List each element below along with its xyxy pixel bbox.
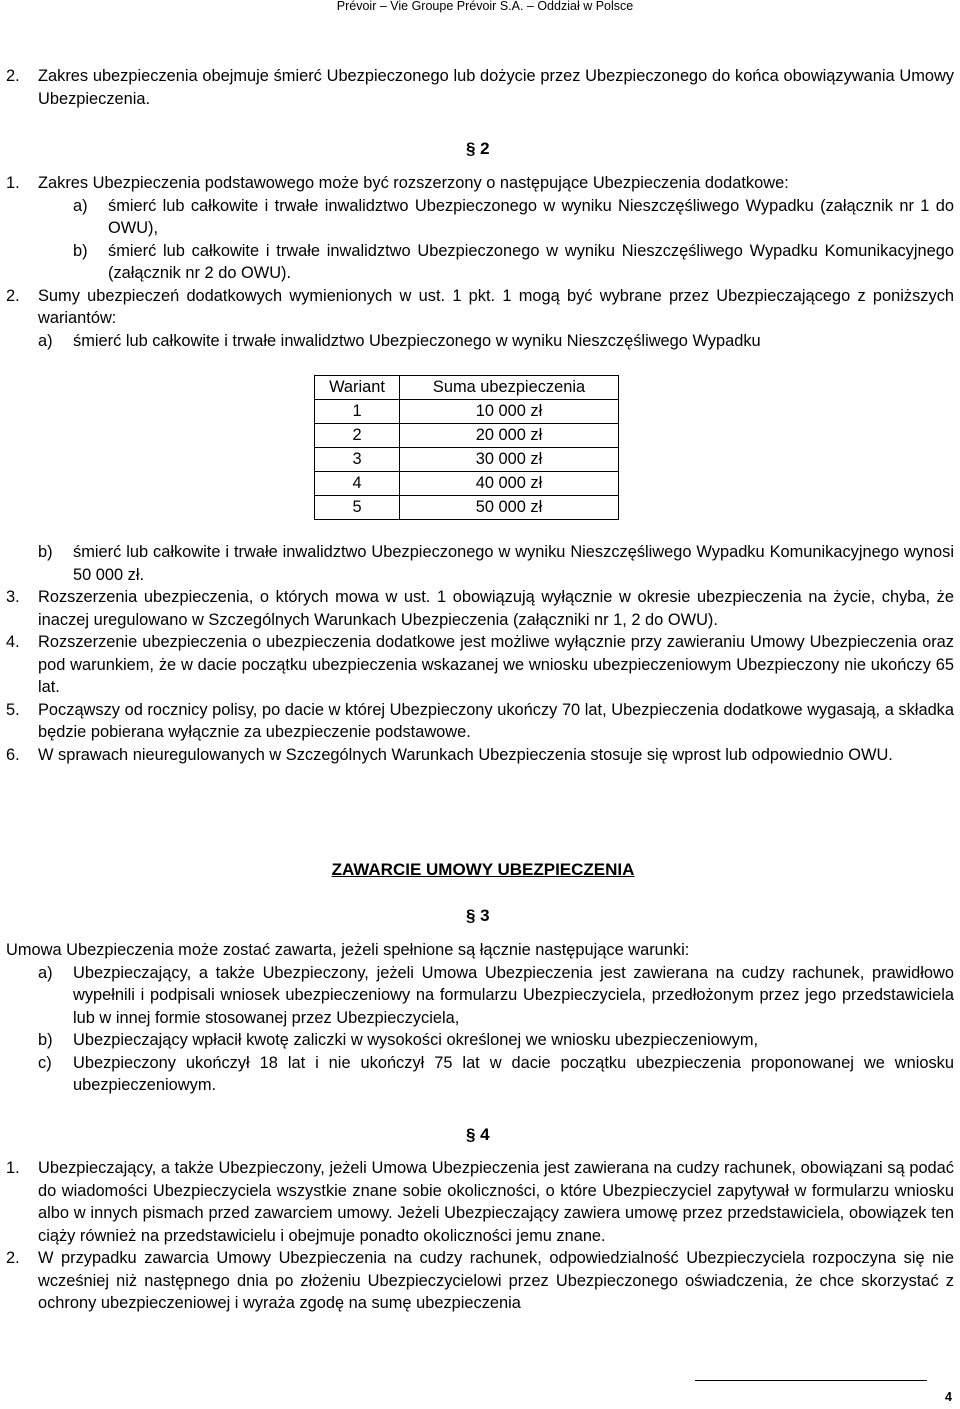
section-2-body-continued <box>0 541 960 766</box>
sub-label: b) <box>73 241 88 260</box>
item-number: 2. <box>6 67 20 85</box>
item-text: Począwszy od rocznicy polisy, po dacie w której Ubezpieczony ukończy 70 lat, Ubezpieczenia dodatkowe wygasają, a składka będzie pobierana wyłącznie za ubezpieczenie podstawowe. <box>38 700 954 741</box>
item-number: 1. <box>6 1159 20 1177</box>
page-header: Prévoir – Vie Groupe Prévoir S.A. – Oddział w Polsce <box>336 0 634 13</box>
table-cell: 50 000 zł <box>400 496 619 520</box>
page-number: 4 <box>945 1390 952 1404</box>
sub-label: b) <box>38 1031 53 1049</box>
item-number: 2. <box>6 286 20 305</box>
table-cell: 10 000 zł <box>400 400 619 424</box>
table-cell: 5 <box>315 496 400 520</box>
table-row <box>315 424 619 448</box>
item-text: Rozszerzenie ubezpieczenia o ubezpieczenia dodatkowe jest możliwe wyłącznie przy zawieraniu Umowy Ubezpieczenia oraz pod warunkiem, że w dacie początku ubezpieczenia wskazanej we wniosku ubezpieczeniowym Ubezpieczony nie ukończy 65 lat. <box>38 633 954 696</box>
column-header: Suma ubezpieczenia <box>400 376 619 400</box>
section-title: ZAWARCIE UMOWY UBEZPIECZENIA <box>331 860 635 879</box>
section-heading-2: § 2 <box>466 139 490 158</box>
sub-text: Ubezpieczający, a także Ubezpieczony, jeżeli Umowa Ubezpieczenia jest zawierana na cudzy rachunek, prawidłowo wypełnili i podpisali wniosek ubezpieczeniowy na formularzu Ubezpieczyciela, przedłożonym przez jego przedstawiciela lub w innej formie stosowanej przez Ubezpieczyciela, <box>73 963 954 1027</box>
table-row <box>315 496 619 520</box>
sub-label: c) <box>38 1053 52 1072</box>
table-cell: 20 000 zł <box>400 424 619 448</box>
intro-text: Umowa Ubezpieczenia może zostać zawarta, jeżeli spełnione są łącznie następujące warunki: <box>6 941 690 959</box>
table-cell: 40 000 zł <box>400 472 619 496</box>
item-text: Rozszerzenia ubezpieczenia, o których mowa w ust. 1 obowiązują wyłącznie w okresie ubezpieczenia na życie, chyba, że inaczej uregulowano w Szczególnych Warunkach Ubezpieczenia (załączniki nr 1, 2 do OWU). <box>38 588 954 629</box>
table-row <box>315 472 619 496</box>
table-row <box>315 448 619 472</box>
item-text: Zakres Ubezpieczenia podstawowego może być rozszerzony o następujące Ubezpieczenia dodatkowe: <box>38 174 789 192</box>
table-cell: 3 <box>315 448 400 472</box>
table-cell: 4 <box>315 472 400 496</box>
sub-text: śmierć lub całkowite i trwałe inwalidztwo Ubezpieczonego w wyniku Nieszczęśliwego Wypadku (załącznik nr 1 do OWU), <box>108 196 954 237</box>
sub-label: a) <box>38 963 53 982</box>
item-text: W przypadku zawarcia Umowy Ubezpieczenia na cudzy rachunek, odpowiedzialność Ubezpieczyciela rozpoczyna się nie wcześniej niż następnego dnia po złożeniu Ubezpieczycielowi przez Ubezpieczonego oświadczenia, że chce skorzystać z ochrony ubezpieczeniowej i wyraża zgodę na sumę ubezpieczenia <box>38 1249 954 1312</box>
sub-text: śmierć lub całkowite i trwałe inwalidztwo Ubezpieczonego w wyniku Nieszczęśliwego Wypadku <box>73 331 761 350</box>
table-cell: 2 <box>315 424 400 448</box>
sub-label: a) <box>73 196 88 215</box>
table-header-row <box>315 376 619 400</box>
section-heading-4: § 4 <box>466 1125 490 1144</box>
sub-text: Ubezpieczony ukończył 18 lat i nie ukończył 75 lat w dacie początku ubezpieczenia proponowanej we wniosku ubezpieczeniowym. <box>73 1053 954 1094</box>
sub-text: śmierć lub całkowite i trwałe inwalidztwo Ubezpieczonego w wyniku Nieszczęśliwego Wypadku Komunikacyjnego (załącznik nr 2 do OWU). <box>108 241 954 282</box>
section-3-body <box>0 939 960 1097</box>
item-text: Zakres ubezpieczenia obejmuje śmierć Ubezpieczonego lub dożycie przez Ubezpieczonego do końca obowiązywania Umowy Ubezpieczenia. <box>38 67 954 108</box>
table-row <box>315 400 619 424</box>
item-number: 2. <box>6 1249 20 1267</box>
item-number: 4. <box>6 633 20 651</box>
item-text: Ubezpieczający, a także Ubezpieczony, jeżeli Umowa Ubezpieczenia jest zawierana na cudzy rachunek, obowiązani są podać do wiadomości Ubezpieczyciela wszystkie znane sobie okoliczności, o które Ubezpieczyciel zapytywał w formularzu wniosku albo w innych pismach przed zawarciem umowy. Jeżeli Ubezpieczający zawiera umowę przez przedstawiciela, obowiązek ten ciąży również na przedstawicielu i obejmuje ponadto okoliczności jemu znane. <box>38 1159 954 1245</box>
item-number: 3. <box>6 588 20 606</box>
sub-text: śmierć lub całkowite i trwałe inwalidztwo Ubezpieczonego w wyniku Nieszczęśliwego Wypadku Komunikacyjnego wynosi 50 000 zł. <box>73 543 954 584</box>
sub-label: a) <box>38 331 53 350</box>
table-cell: 1 <box>315 400 400 424</box>
item-number: 6. <box>6 745 20 764</box>
item-number: 5. <box>6 700 20 719</box>
variants-table <box>314 375 619 520</box>
sub-text: Ubezpieczający wpłacił kwotę zaliczki w wysokości określonej we wniosku ubezpieczeniowym, <box>73 1031 759 1049</box>
item-number: 1. <box>6 174 20 192</box>
section-heading-3: § 3 <box>466 906 490 925</box>
top-item-2 <box>0 65 960 110</box>
item-text: Sumy ubezpieczeń dodatkowych wymienionych w ust. 1 pkt. 1 mogą być wybrane przez Ubezpieczającego z poniższych wariantów: <box>38 286 954 327</box>
sub-label: b) <box>38 543 53 561</box>
column-header: Wariant <box>315 376 400 400</box>
section-2-body <box>0 172 960 352</box>
table-cell: 30 000 zł <box>400 448 619 472</box>
item-text: W sprawach nieuregulowanych w Szczególnych Warunkach Ubezpieczenia stosuje się wprost lub odpowiednio OWU. <box>38 745 893 764</box>
footer-rule <box>695 1380 927 1381</box>
section-4-body <box>0 1157 960 1315</box>
